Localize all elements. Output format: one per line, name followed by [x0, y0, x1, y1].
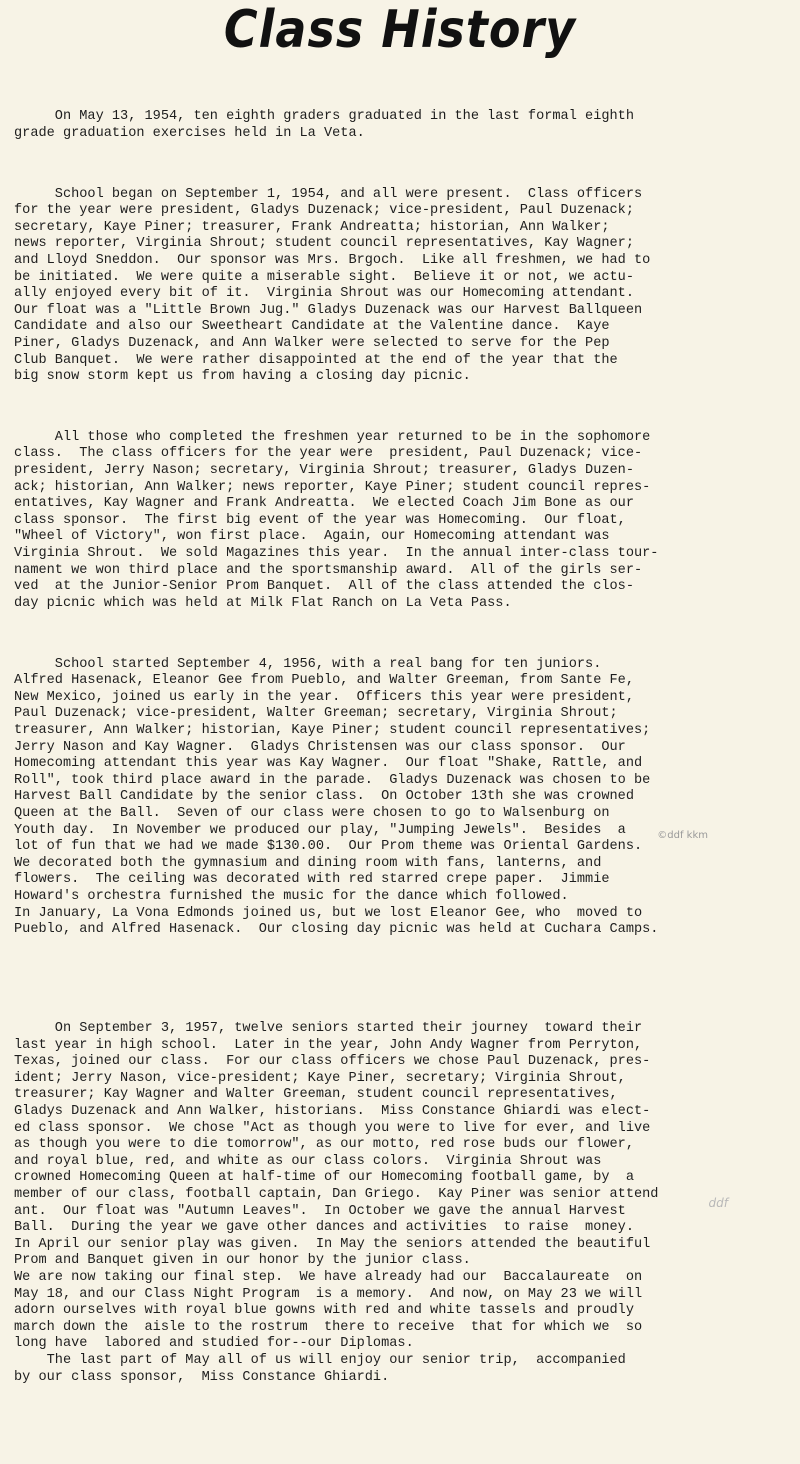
paragraph-eighth-grade: On May 13, 1954, ten eighth graders graduated in the last formal eighth grade graduation exercises held in La Veta.: [14, 109, 634, 141]
document-body: [14, 76, 798, 1464]
paragraph-freshman-year: School began on September 1, 1954, and all were present. Class officers for the year were president, Gladys Duzenack; vice-president, Paul Duzenack; secretary, Kaye Piner; treasurer, Frank Andreatta; historian, Ann Walker; news reporter, Virginia Shrout; student council representatives, Kay Wagner; and Lloyd Sneddon. Our sponsor was Mrs. Brgoch. Like all freshmen, we had to be initiated. We were quite a miserable sight. Believe it or not, we actu- ally enjoyed every bit of it. Virginia Shrout was our Homecoming attendant. Our float was a "Little Brown Jug." Gladys Duzenack was our Harvest Ballqueen Candidate and also our Sweetheart Candidate at the Valentine dance. Kaye Piner, Gladys Duzenack, and Ann Walker were selected to serve for the Pep Club Banquet. We were rather disappointed at the end of the year that the big snow storm kept us from having a closing day picnic.: [14, 186, 651, 385]
corner-watermark: ddf: [708, 1196, 728, 1210]
senior-section: [14, 988, 798, 1430]
copyright-watermark: ©ddf kkm: [657, 830, 708, 841]
paragraph-sophomore-year: All those who completed the freshmen year returned to be in the sophomore class. The class officers for the year were president, Paul Duzenack; vice- president, Jerry Nason; secretary, Virginia Shrout; treasurer, Gladys Duzen- ack; historian, Ann Walker; news reporter, Kaye Piner; student council repres- entatives, Kay Wagner and Frank Andreatta. We elected Coach Jim Bone as our class sponsor. The first big event of the year was Homecoming. Our float, "Wheel of Victory", won first place. Again, our Homecoming attendant was Virginia Shrout. We sold Magazines this year. In the annual inter-class tour- nament we won third place and the sportsmanship award. All of the girls ser- ved at the Junior-Senior Prom Banquet. All of the class attended the clos- day picnic which was held at Milk Flat Ranch on La Veta Pass.: [14, 429, 659, 611]
paragraph-senior-year: On September 3, 1957, twelve seniors started their journey toward their last year in high school. Later in the year, John Andy Wagner from Perryton, Texas, joined our class. For our class officers we chose Paul Duzenack, pres- ident; Jerry Nason, vice-president; Kaye Piner, secretary; Virginia Shrout, treasurer; Kay Wagner and Walter Greeman, student council representatives, Gladys Duzenack and Ann Walker, historians. Miss Constance Ghiardi was elect- ed class sponsor. We chose "Act as though you were to live for ever, and live as though you were to die tomorrow", as our motto, red rose buds our flower, and royal blue, red, and white as our class colors. Virginia Shrout was crowned Homecoming Queen at half-time of our Homecoming football game, by a member of our class, football captain, Dan Griego. Kay Piner was senior attend ant. Our float was "Autumn Leaves". In October we gave the annual Harvest Ball. During the year we gave other dances and activities to raise money. In April our senior play was given. In May the seniors attended the beautiful Prom and Banquet given in our honor by the junior class. We are now taking our final step. We have already had our Baccalaureate on May 18, and our Class Night Program is a memory. And now, on May 23 we will adorn ourselves with royal blue gowns with red and white tassels and proudly march down the aisle to the rostrum there to receive that for which we so long have labored and studied for--our Diplomas. The last part of May all of us will enjoy our senior trip, accompanied by our class sponsor, Miss Constance Ghiardi.: [14, 1021, 659, 1385]
page-title: Class History: [223, 0, 577, 60]
paragraph-junior-year: School started September 4, 1956, with a real bang for ten juniors. Alfred Hasenack, Eleanor Gee from Pueblo, and Walter Greeman, from Sante Fe, New Mexico, joined us early in the year. Officers this year were president, Paul Duzenack; vice-president, Walter Greeman; secretary, Virginia Shrout; treasurer, Ann Walker; historian, Kaye Piner; student council representatives; Jerry Nason and Kay Wagner. Gladys Christensen was our class sponsor. Our Homecoming attendant this year was Kay Wagner. Our float "Shake, Rattle, and Roll", took third place award in the parade. Gladys Duzenack was chosen to be Harvest Ball Candidate by the senior class. On October 13th she was crowned Queen at the Ball. Seven of our class were chosen to go to Walsenburg on Youth day. In November we produced our play, "Jumping Jewels". Besides a lot of fun that we had we made $130.00. Our Prom theme was Oriental Gardens. We decorated both the gymnasium and dining room with fans, lanterns, and flowers. The ceiling was decorated with red starred crepe paper. Jimmie Howard's orchestra furnished the music for the dance which followed. In January, La Vona Edmonds joined us, but we lost Eleanor Gee, who moved to Pueblo, and Alfred Hasenack. Our closing day picnic was held at Cuchara Camps.: [14, 656, 659, 938]
